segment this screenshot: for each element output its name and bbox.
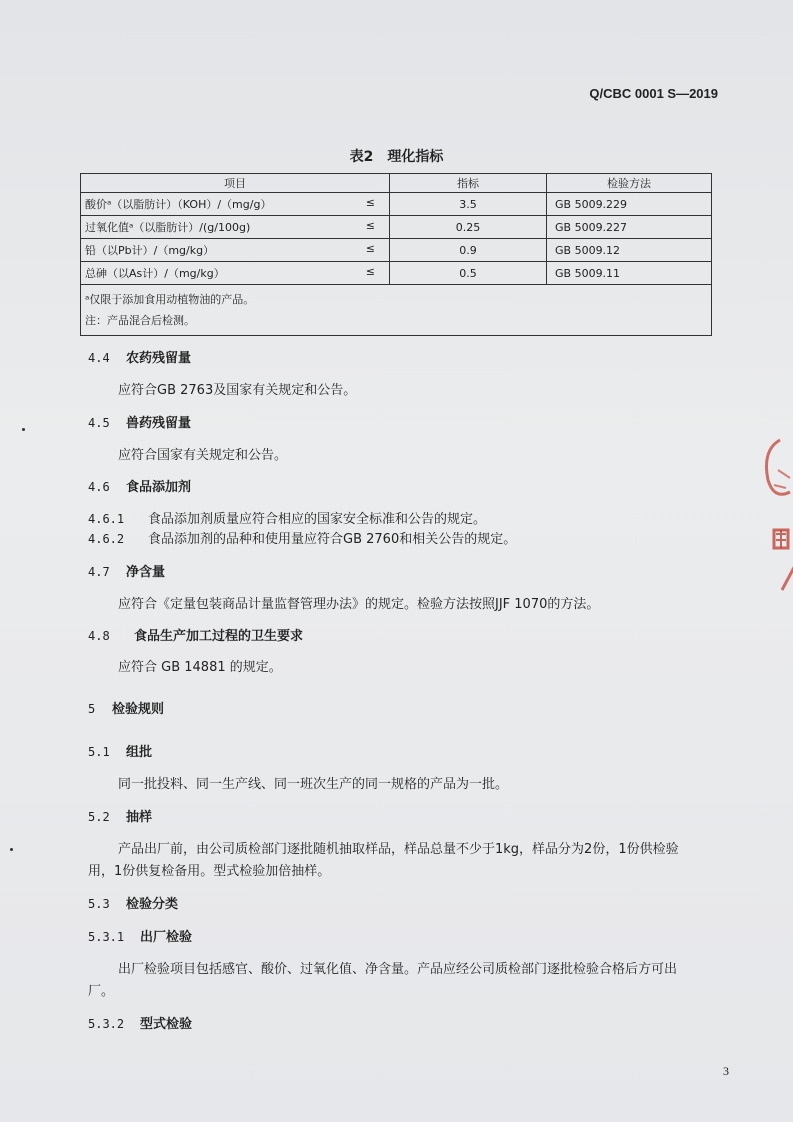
header-indicator: 指标 <box>390 174 547 193</box>
row-operator: ≤ <box>365 242 375 255</box>
section-5-1-text: 同一批投料、同一生产线、同一班次生产的同一规格的产品为一批。 <box>118 777 509 792</box>
table-row <box>81 216 712 239</box>
row-operator: ≤ <box>365 265 375 278</box>
section-4-5-text: 应符合国家有关规定和公告。 <box>118 448 288 463</box>
row-value: 3.5 <box>390 193 547 216</box>
section-5-3-2-heading: 5.3.2 型式检验 <box>88 1017 193 1032</box>
section-4-4-text: 应符合GB 2763及国家有关规定和公告。 <box>118 383 357 398</box>
section-5-1-heading: 5.1 组批 <box>88 745 153 760</box>
section-5-2-text-line1: 产品出厂前，由公司质检部门逐批随机抽取样品，样品总量不少于1kg，样品分为2份，1份供检验 <box>118 842 679 857</box>
section-4-6-1: 4.6.1 食品添加剂质量应符合相应的国家安全标准和公告的规定。 <box>88 512 487 527</box>
row-method: GB 5009.11 <box>547 262 712 285</box>
table-row <box>81 262 712 285</box>
row-value: 0.9 <box>390 239 547 262</box>
row-item: 总砷（以As计）/（mg/kg） <box>85 267 225 280</box>
header-item: 项目 <box>81 174 390 193</box>
table-row <box>81 239 712 262</box>
row-operator: ≤ <box>365 196 375 209</box>
section-4-7-heading: 4.7 净含量 <box>88 565 166 580</box>
row-method: GB 5009.229 <box>547 193 712 216</box>
section-4-4-heading: 4.4 农药残留量 <box>88 351 192 366</box>
header-method: 检验方法 <box>547 174 712 193</box>
row-value: 0.5 <box>390 262 547 285</box>
section-5-heading: 5 检验规则 <box>88 702 165 717</box>
section-5-2-heading: 5.2 抽样 <box>88 810 153 825</box>
section-5-3-1-text-line1: 出厂检验项目包括感官、酸价、过氧化值、净含量。产品应经公司质检部门逐批检验合格后方可出 <box>118 962 678 977</box>
section-5-3-heading: 5.3 检验分类 <box>88 897 179 912</box>
table-footnote: ᵃ仅限于添加食用动植物油的产品。 <box>85 293 255 306</box>
table-header-row <box>81 174 712 193</box>
table-notes-row <box>81 285 712 336</box>
row-value: 0.25 <box>390 216 547 239</box>
section-4-8-text: 应符合 GB 14881 的规定。 <box>118 660 282 675</box>
physicochemical-table <box>80 173 712 336</box>
section-5-3-1-heading: 5.3.1 出厂检验 <box>88 930 193 945</box>
row-method: GB 5009.12 <box>547 239 712 262</box>
section-4-8-heading: 4.8 食品生产加工过程的卫生要求 <box>88 629 304 644</box>
scan-speck <box>22 428 25 431</box>
section-4-6-heading: 4.6 食品添加剂 <box>88 480 192 495</box>
scan-speck <box>10 848 13 851</box>
section-4-7-text: 应符合《定量包装商品计量监督管理办法》的规定。检验方法按照JJF 1070的方法。 <box>118 597 600 612</box>
section-4-6-2: 4.6.2 食品添加剂的品种和使用量应符合GB 2760和相关公告的规定。 <box>88 532 517 547</box>
section-4-5-heading: 4.5 兽药残留量 <box>88 416 192 431</box>
row-operator: ≤ <box>365 219 375 232</box>
red-seal-stamp <box>760 430 793 600</box>
row-item: 铅（以Pb计）/（mg/kg） <box>85 244 215 257</box>
row-item: 酸价ᵃ（以脂肪计）（KOH）/（mg/g） <box>85 198 272 211</box>
table-note: 注：产品混合后检测。 <box>85 314 195 327</box>
table-caption: 表2 理化指标 <box>349 149 444 165</box>
row-item: 过氧化值ᵃ（以脂肪计）/(g/100g) <box>85 221 251 234</box>
page-number: 3 <box>723 1064 729 1078</box>
table-row <box>81 193 712 216</box>
row-method: GB 5009.227 <box>547 216 712 239</box>
section-5-3-1-text-line2: 厂。 <box>88 984 115 999</box>
section-5-2-text-line2: 用，1份供复检备用。型式检验加倍抽样。 <box>88 864 331 879</box>
standard-code-header: Q/CBC 0001 S—2019 <box>589 86 718 101</box>
